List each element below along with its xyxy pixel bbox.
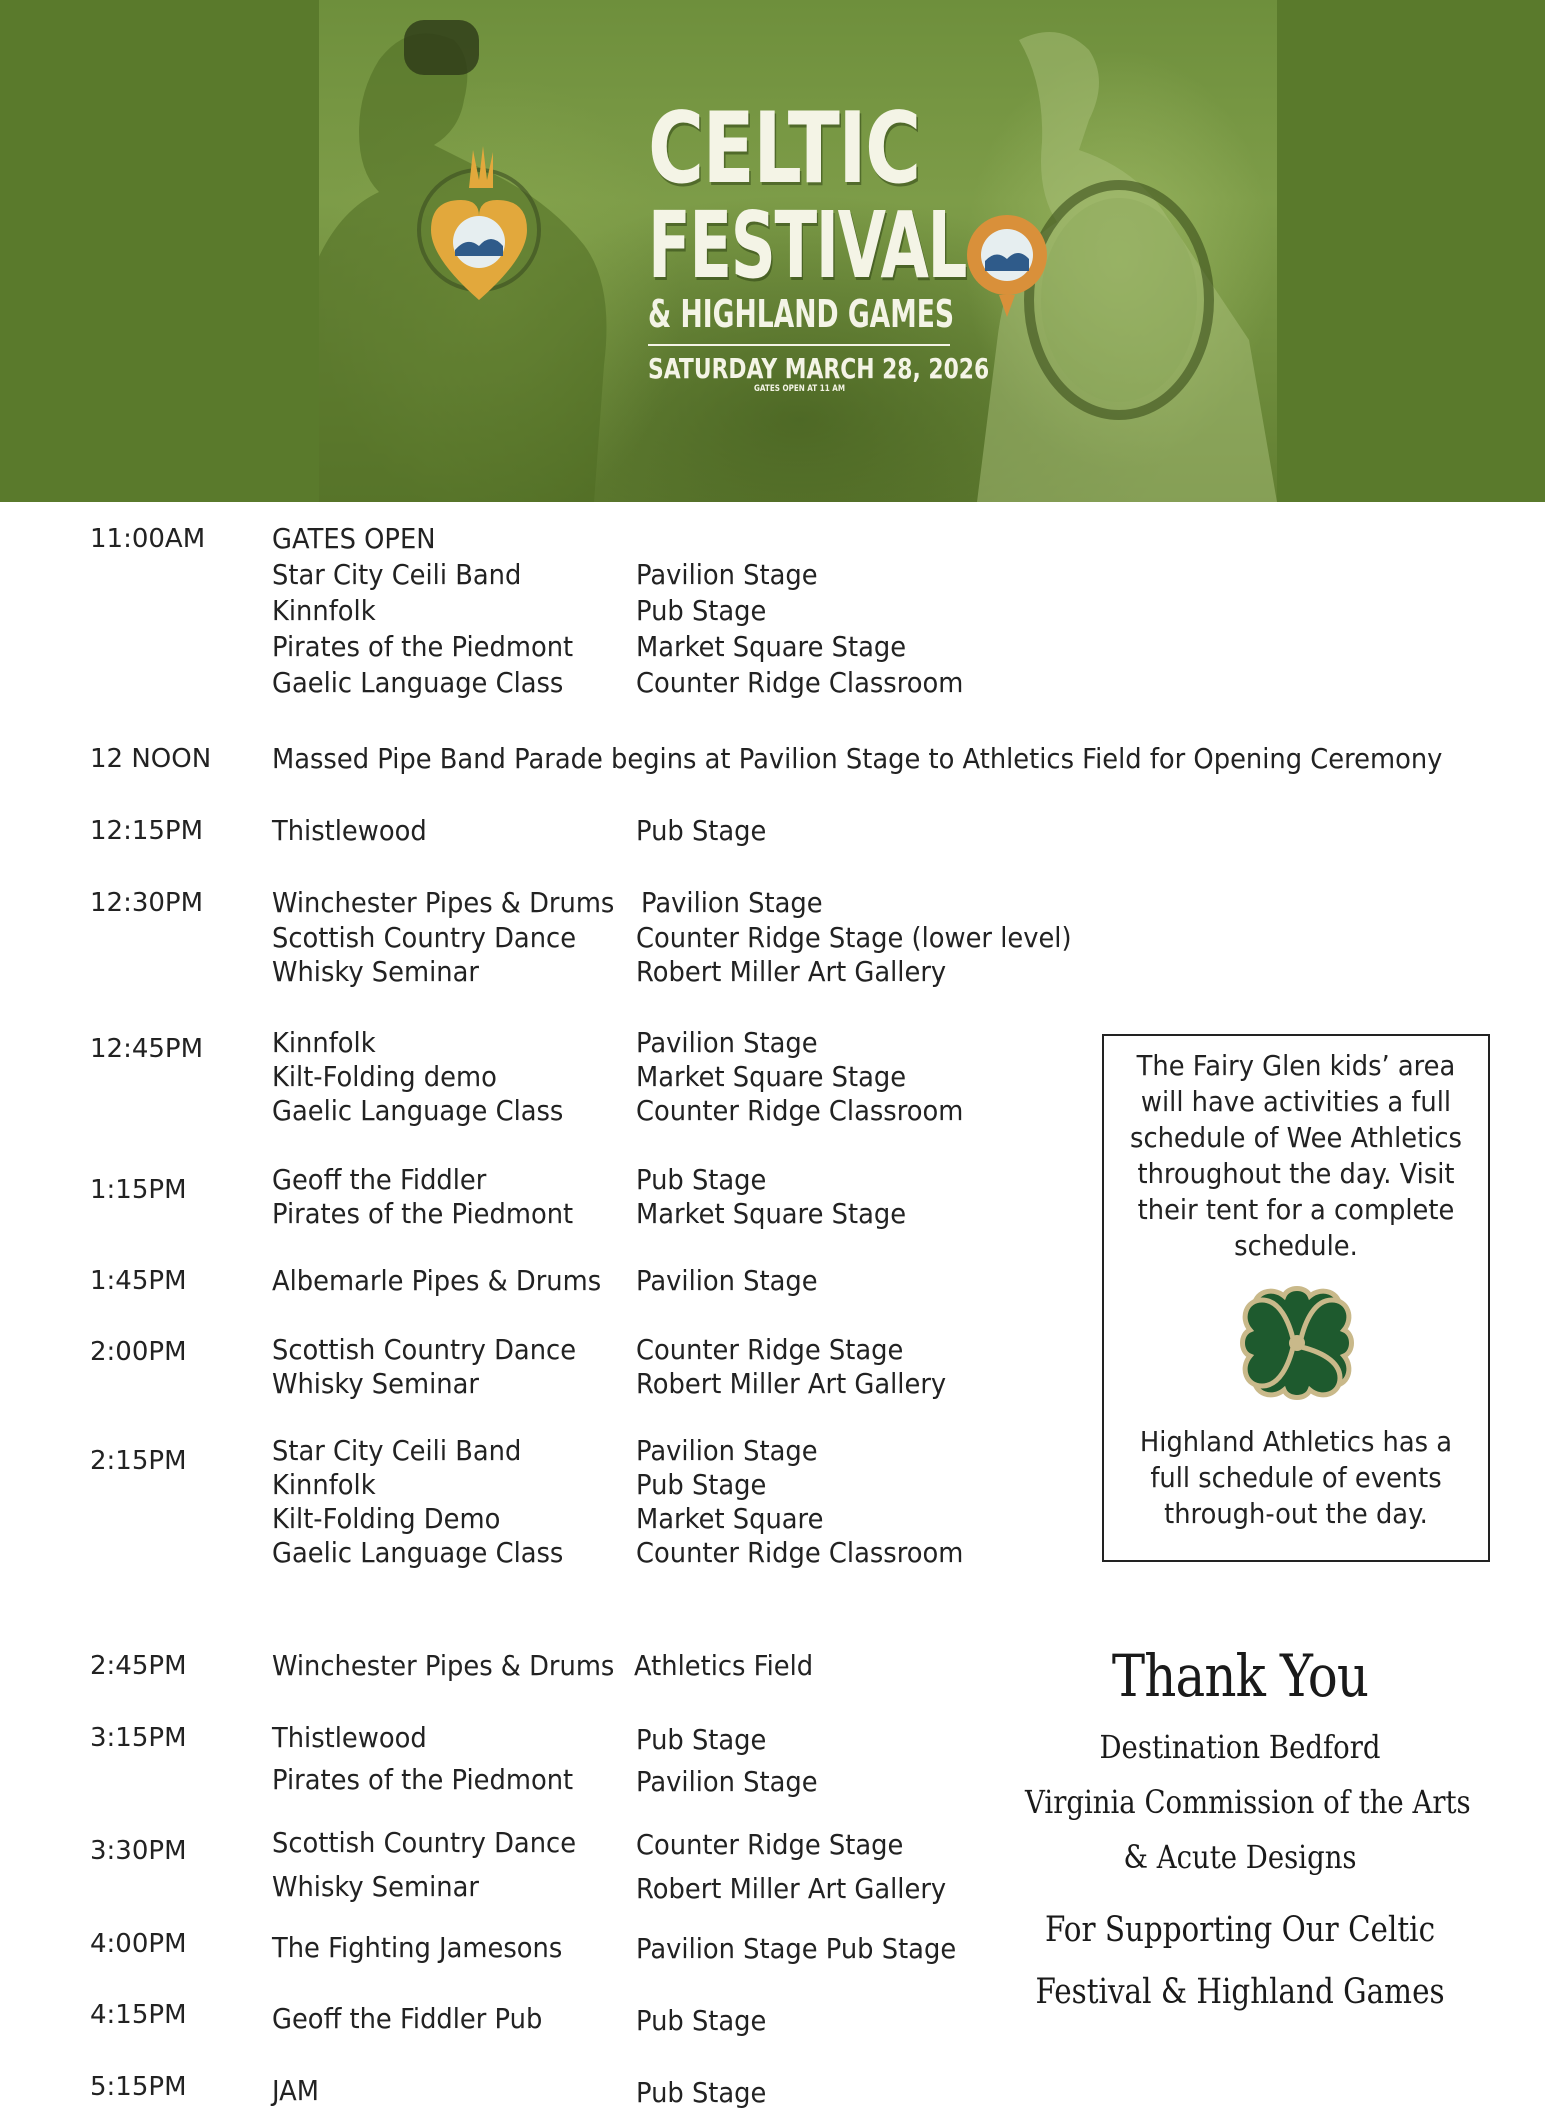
slot-venue: Pub Stage xyxy=(636,594,767,627)
slot-event: Pirates of the Piedmont xyxy=(272,630,574,663)
sponsor-line: Virginia Commission of the Arts xyxy=(1025,1783,1471,1821)
slot-time: 3:15PM xyxy=(90,1723,187,1753)
slot-event: Kilt-Folding demo xyxy=(272,1060,497,1093)
title-highland-games: & HIGHLAND GAMES xyxy=(648,292,955,336)
slot-time: 12:15PM xyxy=(90,816,204,846)
title-divider xyxy=(648,344,950,346)
slot-time: 4:15PM xyxy=(90,2000,187,2030)
slot-time: 5:15PM xyxy=(90,2072,187,2102)
slot-venue: Pavilion Stage xyxy=(636,558,818,591)
slot-event: Gaelic Language Class xyxy=(272,1536,564,1569)
slot-time: 1:15PM xyxy=(90,1175,187,1205)
title-celtic: CELTIC xyxy=(648,92,920,206)
slot-venue: Pub Stage xyxy=(636,1468,767,1501)
slot-event: Scottish Country Dance xyxy=(272,921,577,954)
slot-venue: Robert Miller Art Gallery xyxy=(636,1872,947,1905)
slot-venue: Pub Stage xyxy=(636,2076,767,2109)
fairy-glen-note xyxy=(1114,1048,1478,1264)
slot-event: Winchester Pipes & Drums xyxy=(272,886,615,919)
slot-venue: Pavilion Stage xyxy=(641,886,823,919)
slot-event: Thistlewood xyxy=(272,814,427,847)
slot-venue: Pavilion Stage xyxy=(636,1026,818,1059)
slot-venue: Market Square Stage xyxy=(636,1197,907,1230)
slot-venue: Athletics Field xyxy=(634,1649,814,1682)
slot-event: Massed Pipe Band Parade begins at Pavilion Stage to Athletics Field for Opening Ceremony xyxy=(272,742,1443,775)
kids-area-info-box xyxy=(1102,1034,1490,1562)
slot-venue: Counter Ridge Stage xyxy=(636,1333,904,1366)
slot-event: Pirates of the Piedmont xyxy=(272,1763,574,1796)
thank-you-section xyxy=(990,1640,1490,2023)
slot-time: 2:45PM xyxy=(90,1651,187,1681)
slot-event: Gaelic Language Class xyxy=(272,666,564,699)
slot-event: Scottish Country Dance xyxy=(272,1333,577,1366)
slot-event: Winchester Pipes & Drums xyxy=(272,1649,615,1682)
slot-time: 4:00PM xyxy=(90,1929,187,1959)
slot-time: 12:30PM xyxy=(90,888,204,918)
slot-event: Kinnfolk xyxy=(272,1468,376,1501)
fairy-glen-text: The Fairy Glen kids’ area will have activities a full schedule of Wee Athletics throughout the day. Visit their tent for a complete schedule. xyxy=(1130,1049,1462,1262)
support-line: For Supporting Our Celtic xyxy=(1044,1910,1436,1950)
slot-event: Whisky Seminar xyxy=(272,1367,479,1400)
slot-event: JAM xyxy=(272,2074,319,2107)
slot-venue: Counter Ridge Classroom xyxy=(636,1094,964,1127)
event-date: SATURDAY MARCH 28, 2026 xyxy=(648,352,990,385)
slot-event: Kinnfolk xyxy=(272,1026,376,1059)
slot-event: The Fighting Jamesons xyxy=(272,1931,563,1964)
festival-photo xyxy=(319,0,1277,502)
support-line: Festival & Highland Games xyxy=(1035,1972,1445,2012)
slot-event: Albemarle Pipes & Drums xyxy=(272,1264,602,1297)
slot-venue: Pub Stage xyxy=(636,1723,767,1756)
slot-time: 3:30PM xyxy=(90,1836,187,1866)
slot-event: Whisky Seminar xyxy=(272,1870,479,1903)
slot-time: 2:00PM xyxy=(90,1337,187,1367)
title-festival: FESTIVAL xyxy=(648,192,967,299)
slot-event: Geoff the Fiddler Pub xyxy=(272,2002,543,2035)
slot-event: Pirates of the Piedmont xyxy=(272,1197,574,1230)
thank-you-title: Thank You xyxy=(1111,1642,1369,1710)
festival-title xyxy=(648,92,990,395)
slot-venue: Robert Miller Art Gallery xyxy=(636,955,947,988)
slot-event: Thistlewood xyxy=(272,1721,427,1754)
slot-event: Kinnfolk xyxy=(272,594,376,627)
slot-time: 12 NOON xyxy=(90,744,212,774)
athletics-note xyxy=(1112,1424,1480,1532)
slot-time: 2:15PM xyxy=(90,1446,187,1476)
slot-venue: Pavilion Stage xyxy=(636,1264,818,1297)
slot-venue: Pavilion Stage xyxy=(636,1765,818,1798)
slot-time: 1:45PM xyxy=(90,1266,187,1296)
slot-time: 11:00AM xyxy=(90,524,206,554)
slot-venue: Market Square xyxy=(636,1502,824,1535)
slot-venue: Market Square Stage xyxy=(636,630,907,663)
slot-venue: Pavilion Stage xyxy=(636,1434,818,1467)
slot-venue: Counter Ridge Classroom xyxy=(636,1536,964,1569)
slot-venue: Pub Stage xyxy=(636,2004,767,2037)
athletics-text: Highland Athletics has a full schedule of events through-out the day. xyxy=(1139,1425,1453,1530)
sponsor-line: Destination Bedford xyxy=(1099,1728,1381,1766)
slot-event: Gaelic Language Class xyxy=(272,1094,564,1127)
slot-event: Scottish Country Dance xyxy=(272,1826,577,1859)
slot-event: Geoff the Fiddler xyxy=(272,1163,487,1196)
slot-event: Star City Ceili Band xyxy=(272,558,522,591)
slot-event: Kilt-Folding Demo xyxy=(272,1502,501,1535)
slot-venue: Counter Ridge Stage xyxy=(636,1828,904,1861)
slot-event: Star City Ceili Band xyxy=(272,1434,522,1467)
sponsor-line: & Acute Designs xyxy=(1123,1838,1357,1876)
slot-venue: Counter Ridge Classroom xyxy=(636,666,964,699)
slot-event: Whisky Seminar xyxy=(272,955,479,988)
slot-venue: Pavilion Stage Pub Stage xyxy=(636,1932,957,1965)
slot-venue: Robert Miller Art Gallery xyxy=(636,1367,947,1400)
shamrock-icon xyxy=(1234,1280,1360,1406)
slot-time: 12:45PM xyxy=(90,1034,204,1064)
slot-venue: Pub Stage xyxy=(636,814,767,847)
slot-venue: Market Square Stage xyxy=(636,1060,907,1093)
slot-event: GATES OPEN xyxy=(272,522,436,555)
slot-venue: Pub Stage xyxy=(636,1163,767,1196)
gates-note: GATES OPEN AT 11 AM xyxy=(754,384,845,394)
header-banner xyxy=(0,0,1545,502)
slot-venue: Counter Ridge Stage (lower level) xyxy=(636,921,1072,954)
